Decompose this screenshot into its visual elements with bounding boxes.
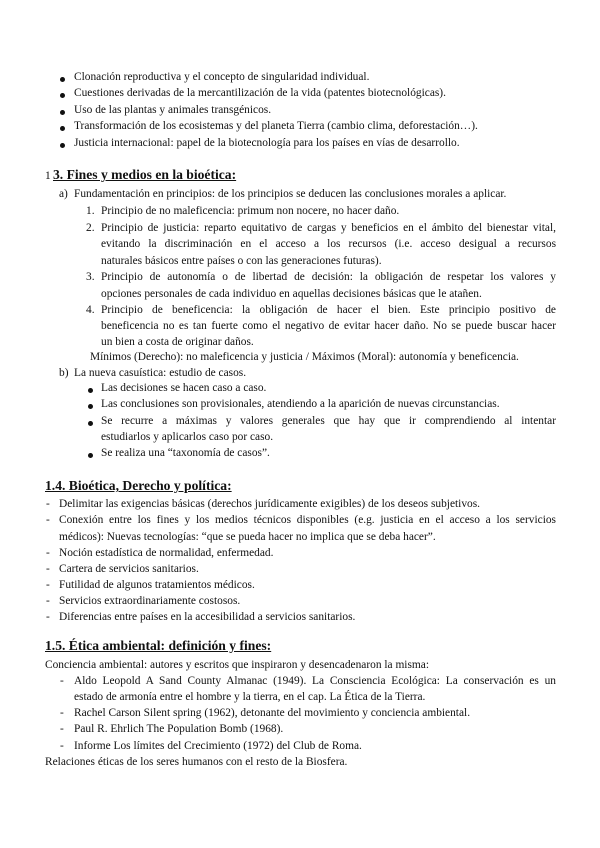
bullet-icon — [60, 93, 65, 98]
sub-heading-a: Fundamentación en principios: de los principios se deducen las conclusiones morales a aplicar. — [74, 188, 507, 200]
dash-icon: - — [46, 547, 50, 559]
list-item: Cuestiones derivadas de la mercantilización de la vida (patentes biotecnológicas). — [74, 87, 446, 99]
list-item: Transformación de los ecosistemas y del planeta Tierra (cambio clima, deforestación…). — [74, 120, 478, 132]
principle-text: naturales básicos entre países o con las generaciones futuras). — [101, 255, 382, 267]
bullet-icon — [60, 143, 65, 148]
bullet-icon — [88, 388, 93, 393]
section-heading: 1.5. Ética ambiental: definición y fines: — [45, 638, 272, 653]
list-item: Noción estadística de normalidad, enfermedad. — [59, 547, 274, 559]
principle-text: Principio de beneficencia: la obligación de hacer el bien. Este principio positivo de — [101, 304, 556, 316]
dash-icon: - — [60, 707, 64, 719]
principle-number: 1. — [86, 205, 95, 217]
section-number-prefix: 1 — [45, 170, 51, 182]
dash-icon: - — [46, 595, 50, 607]
dash-icon: - — [46, 579, 50, 591]
list-item: médicos): Nuevas tecnologías: “que se pueda hacer no implica que se deba hacer”. — [59, 531, 436, 543]
section-heading: 1.4. Bioética, Derecho y política: — [45, 478, 232, 493]
list-item: Futilidad de algunos tratamientos médicos. — [59, 579, 255, 591]
intro-paragraph: Conciencia ambiental: autores y escritos que inspiraron y desencadenaron la misma: — [45, 659, 429, 671]
dash-icon: - — [60, 675, 64, 687]
principle-text: Principio de no maleficencia: primum non nocere, no hacer daño. — [101, 205, 400, 217]
principle-text: Principio de autonomía o de libertad de decisión: la obligación de respetar los valores y — [101, 271, 556, 283]
principle-text: opciones personales de cada individuo en aquellas decisiones básicas que le atañen. — [101, 288, 482, 300]
principle-number: 3. — [86, 271, 95, 283]
list-item: Delimitar las exigencias básicas (derechos jurídicamente exigibles) de los deseos subjetivos. — [59, 498, 481, 510]
principle-text: beneficencia no es tan fuerte como el negativo de evitar hacer daño. No se puede buscar hacer — [101, 320, 556, 332]
dash-icon: - — [46, 514, 50, 526]
list-item: Servicios extraordinariamente costosos. — [59, 595, 241, 607]
bullet-icon — [88, 421, 93, 426]
list-item: Las conclusiones son provisionales, atendiendo a la aparición de nuevas circunstancias. — [101, 398, 500, 410]
dash-icon: - — [46, 611, 50, 623]
bullet-icon — [88, 453, 93, 458]
list-item: Cartera de servicios sanitarios. — [59, 563, 199, 575]
list-item: Uso de las plantas y animales transgénicos. — [74, 104, 272, 116]
section-heading: 3. Fines y medios en la bioética: — [53, 167, 237, 182]
bullet-icon — [60, 77, 65, 82]
bullet-icon — [60, 126, 65, 131]
dash-icon: - — [60, 740, 64, 752]
list-item: Justicia internacional: papel de la biotecnología para los países en vías de desarrollo. — [74, 137, 460, 149]
list-item: Las decisiones se hacen caso a caso. — [101, 382, 267, 394]
list-item: Informe Los límites del Crecimiento (1972) del Club de Roma. — [74, 740, 362, 752]
list-item: Conexión entre los fines y los medios técnicos disponibles (e.g. justicia en el acceso a los servicios — [59, 514, 556, 526]
closing-paragraph: Relaciones éticas de los seres humanos con el resto de la Biosfera. — [45, 756, 348, 768]
minimos-maximos-note: Mínimos (Derecho): no maleficencia y justicia / Máximos (Moral): autonomía y beneficencia. — [90, 351, 519, 363]
dash-icon: - — [46, 498, 50, 510]
sub-heading-b: La nueva casuística: estudio de casos. — [74, 367, 247, 379]
list-item: Paul R. Ehrlich The Population Bomb (1968). — [74, 723, 284, 735]
bullet-icon — [88, 404, 93, 409]
list-item: estado de armonía entre el hombre y la tierra, en el cap. La Ética de la Tierra. — [74, 691, 426, 703]
list-item: Se realiza una “taxonomía de casos”. — [101, 447, 270, 459]
principle-number: 4. — [86, 304, 95, 316]
sub-marker-b: b) — [59, 367, 69, 379]
principle-text: evitando la discriminación en el acceso a los recursos (i.e. acceso desigual a recursos — [101, 238, 556, 250]
dash-icon: - — [60, 723, 64, 735]
list-item: Rachel Carson Silent spring (1962), detonante del movimiento y conciencia ambiental. — [74, 707, 471, 719]
principle-text: Principio de justicia: reparto equitativo de cargas y beneficios en el ámbito del bienestar vital, — [101, 222, 556, 234]
sub-marker-a: a) — [59, 188, 68, 200]
bullet-icon — [60, 110, 65, 115]
dash-icon: - — [46, 563, 50, 575]
list-item: Clonación reproductiva y el concepto de singularidad individual. — [74, 71, 370, 83]
list-item: Se recurre a máximas y valores generales que hay que ir comprendiendo al intentar — [101, 415, 556, 427]
list-item: Aldo Leopold A Sand County Almanac (1949). La Consciencia Ecológica: La conservación es un — [74, 675, 556, 687]
list-item: Diferencias entre países en la accesibilidad a servicios sanitarios. — [59, 611, 356, 623]
list-item: estudiarlos y aplicarlos caso por caso. — [101, 431, 274, 443]
principle-text: un bien a costa de originar daños. — [101, 336, 254, 348]
principle-number: 2. — [86, 222, 95, 234]
